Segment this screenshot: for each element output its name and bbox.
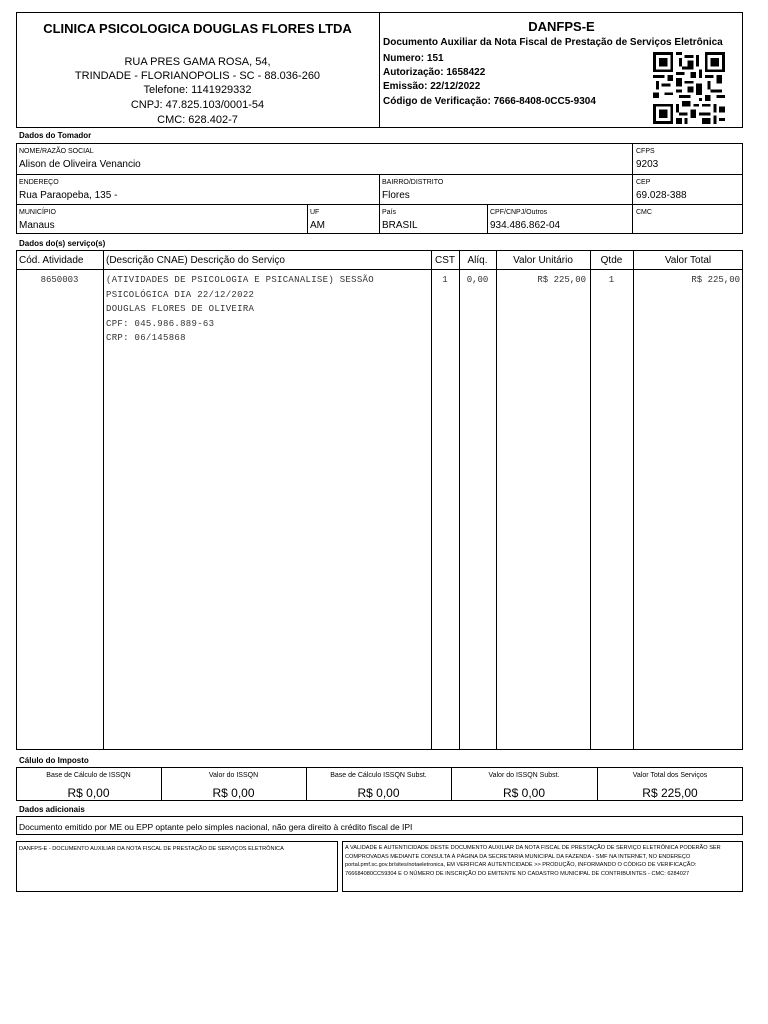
nome-value: Alison de Oliveira Venancio xyxy=(19,159,141,170)
row-desc-line-2: PSICOLÓGICA DIA 22/12/2022 xyxy=(106,290,255,300)
municipio-label: MUNICÍPIO xyxy=(19,209,56,216)
col-header-qtde: Qtde xyxy=(600,255,623,266)
municipio-value: Manaus xyxy=(19,220,55,231)
bairro-label: BAIRRO/DISTRITO xyxy=(382,179,444,186)
row-unit: R$ 225,00 xyxy=(537,275,586,285)
col-header-desc: (Descrição CNAE) Descrição do Serviço xyxy=(106,255,285,266)
endereco-label: ENDEREÇO xyxy=(19,179,59,186)
col-header-cst: CST xyxy=(435,255,455,266)
row-desc-line-5: CRP: 06/145868 xyxy=(106,333,186,343)
col-header-aliq: Alíq. xyxy=(467,255,488,266)
doc-autorizacao: Autorização: 1658422 xyxy=(383,67,486,78)
tomador-section-title: Dados do Tomador xyxy=(19,131,92,140)
footer-left-text: DANFPS-E - DOCUMENTO AUXILIAR DA NOTA FISCAL DE PRESTAÇÃO DE SERVIÇOS ELETRÔNICA xyxy=(19,846,284,852)
imposto-value-3: R$ 0,00 xyxy=(357,786,400,800)
cfps-label: CFPS xyxy=(636,148,655,155)
doc-numero: Numero: 151 xyxy=(383,53,444,64)
issuer-city: TRINDADE - FLORIANOPOLIS - SC - 88.036-260 xyxy=(74,70,321,82)
servicos-section-title: Dados do(s) serviço(s) xyxy=(19,239,106,248)
imposto-section-title: Cálulo do Imposto xyxy=(19,756,89,765)
uf-label: UF xyxy=(310,209,320,216)
col-header-unit: Valor Unitário xyxy=(513,255,573,266)
pais-label: País xyxy=(382,209,397,216)
row-aliq: 0,00 xyxy=(466,275,489,285)
row-desc-line-1: (ATIVIDADES DE PSICOLOGIA E PSICANALISE) SESSÃO xyxy=(106,275,374,285)
issuer-name: CLINICA PSICOLOGICA DOUGLAS FLORES LTDA xyxy=(43,21,352,36)
issuer-cnpj: CNPJ: 47.825.103/0001-54 xyxy=(130,99,265,111)
pais-value: BRASIL xyxy=(382,220,418,231)
imposto-value-1: R$ 0,00 xyxy=(67,786,110,800)
imposto-label-1: Base de Cálculo de ISSQN xyxy=(46,772,131,779)
cmc-label: CMC xyxy=(636,209,652,216)
imposto-label-5: Valor Total dos Serviços xyxy=(632,772,708,779)
row-qtde: 1 xyxy=(608,275,615,285)
row-cod: 8650003 xyxy=(40,275,79,285)
issuer-address: RUA PRES GAMA ROSA, 54, xyxy=(124,56,271,68)
issuer-phone: Telefone: 1141929332 xyxy=(143,84,252,96)
footer-right-text: A VALIDADE E AUTENTICIDADE DESTE DOCUMENTO AUXILIAR DA NOTA FISCAL DE PRESTAÇÃO DE SERVIÇO ELETRÔNICA PODERÃO SER COMPROVADAS MEDIANTE CONSULTA À PÁGINA DA SECRETARIA MUNICIPAL DA FAZENDA - SMF NA INTERNET, NO ENDEREÇO portal.pmf.sc.gov.br/sites/notaeletronica, EM VERIFICAR AUTENTICIDADE >> PRODUÇÃO, INFORMANDO O CÓDIGO DE VERIFICAÇÃO: 766684080CC59304 E O NÚMERO DE INSCRIÇÃO DO EMITENTE NO CADASTRO MUNICIPAL DE CONTRIBUINTES - CMC: 6284027 xyxy=(345,845,721,878)
imposto-value-4: R$ 0,00 xyxy=(502,786,546,800)
imposto-label-4: Valor do ISSQN Subst. xyxy=(488,772,560,779)
col-header-total: Valor Total xyxy=(664,255,712,266)
cep-label: CEP xyxy=(636,179,651,186)
adicionais-text: Documento emitido por ME ou EPP optante pelo simples nacional, não gera direito à crédito fiscal de IPI xyxy=(19,822,413,832)
imposto-label-2: Valor do ISSQN xyxy=(208,772,259,779)
imposto-value-5: R$ 225,00 xyxy=(642,786,698,800)
nome-label: NOME/RAZÃO SOCIAL xyxy=(19,148,94,155)
doc-emissao: Emissão: 22/12/2022 xyxy=(383,81,481,92)
row-desc-line-4: CPF: 045.986.889-63 xyxy=(106,319,215,329)
cpf-value: 934.486.862-04 xyxy=(490,220,561,231)
cpf-label: CPF/CNPJ/Outros xyxy=(490,209,548,216)
doc-codigo: Código de Verificação: 7666-8408-0CC5-9304 xyxy=(383,96,596,107)
row-total: R$ 225,00 xyxy=(691,275,740,285)
endereco-value: Rua Paraopeba, 135 - xyxy=(19,190,118,201)
cfps-value: 9203 xyxy=(636,159,659,170)
row-desc-line-3: DOUGLAS FLORES DE OLIVEIRA xyxy=(106,304,255,314)
col-header-cod: Cód. Atividade xyxy=(19,255,84,266)
qr-code xyxy=(651,52,727,124)
doc-subtitle: Documento Auxiliar da Nota Fiscal de Prestação de Serviços Eletrônica xyxy=(383,37,723,48)
adicionais-section-title: Dados adicionais xyxy=(19,805,85,814)
row-cst: 1 xyxy=(442,275,448,285)
cep-value: 69.028-388 xyxy=(636,190,687,201)
bairro-value: Flores xyxy=(382,190,410,201)
uf-value: AM xyxy=(310,220,325,231)
imposto-value-2: R$ 0,00 xyxy=(212,786,255,800)
imposto-label-3: Base de Cálculo ISSQN Subst. xyxy=(330,772,427,779)
issuer-cmc: CMC: 628.402-7 xyxy=(157,114,238,126)
doc-title: DANFPS-E xyxy=(528,19,595,34)
